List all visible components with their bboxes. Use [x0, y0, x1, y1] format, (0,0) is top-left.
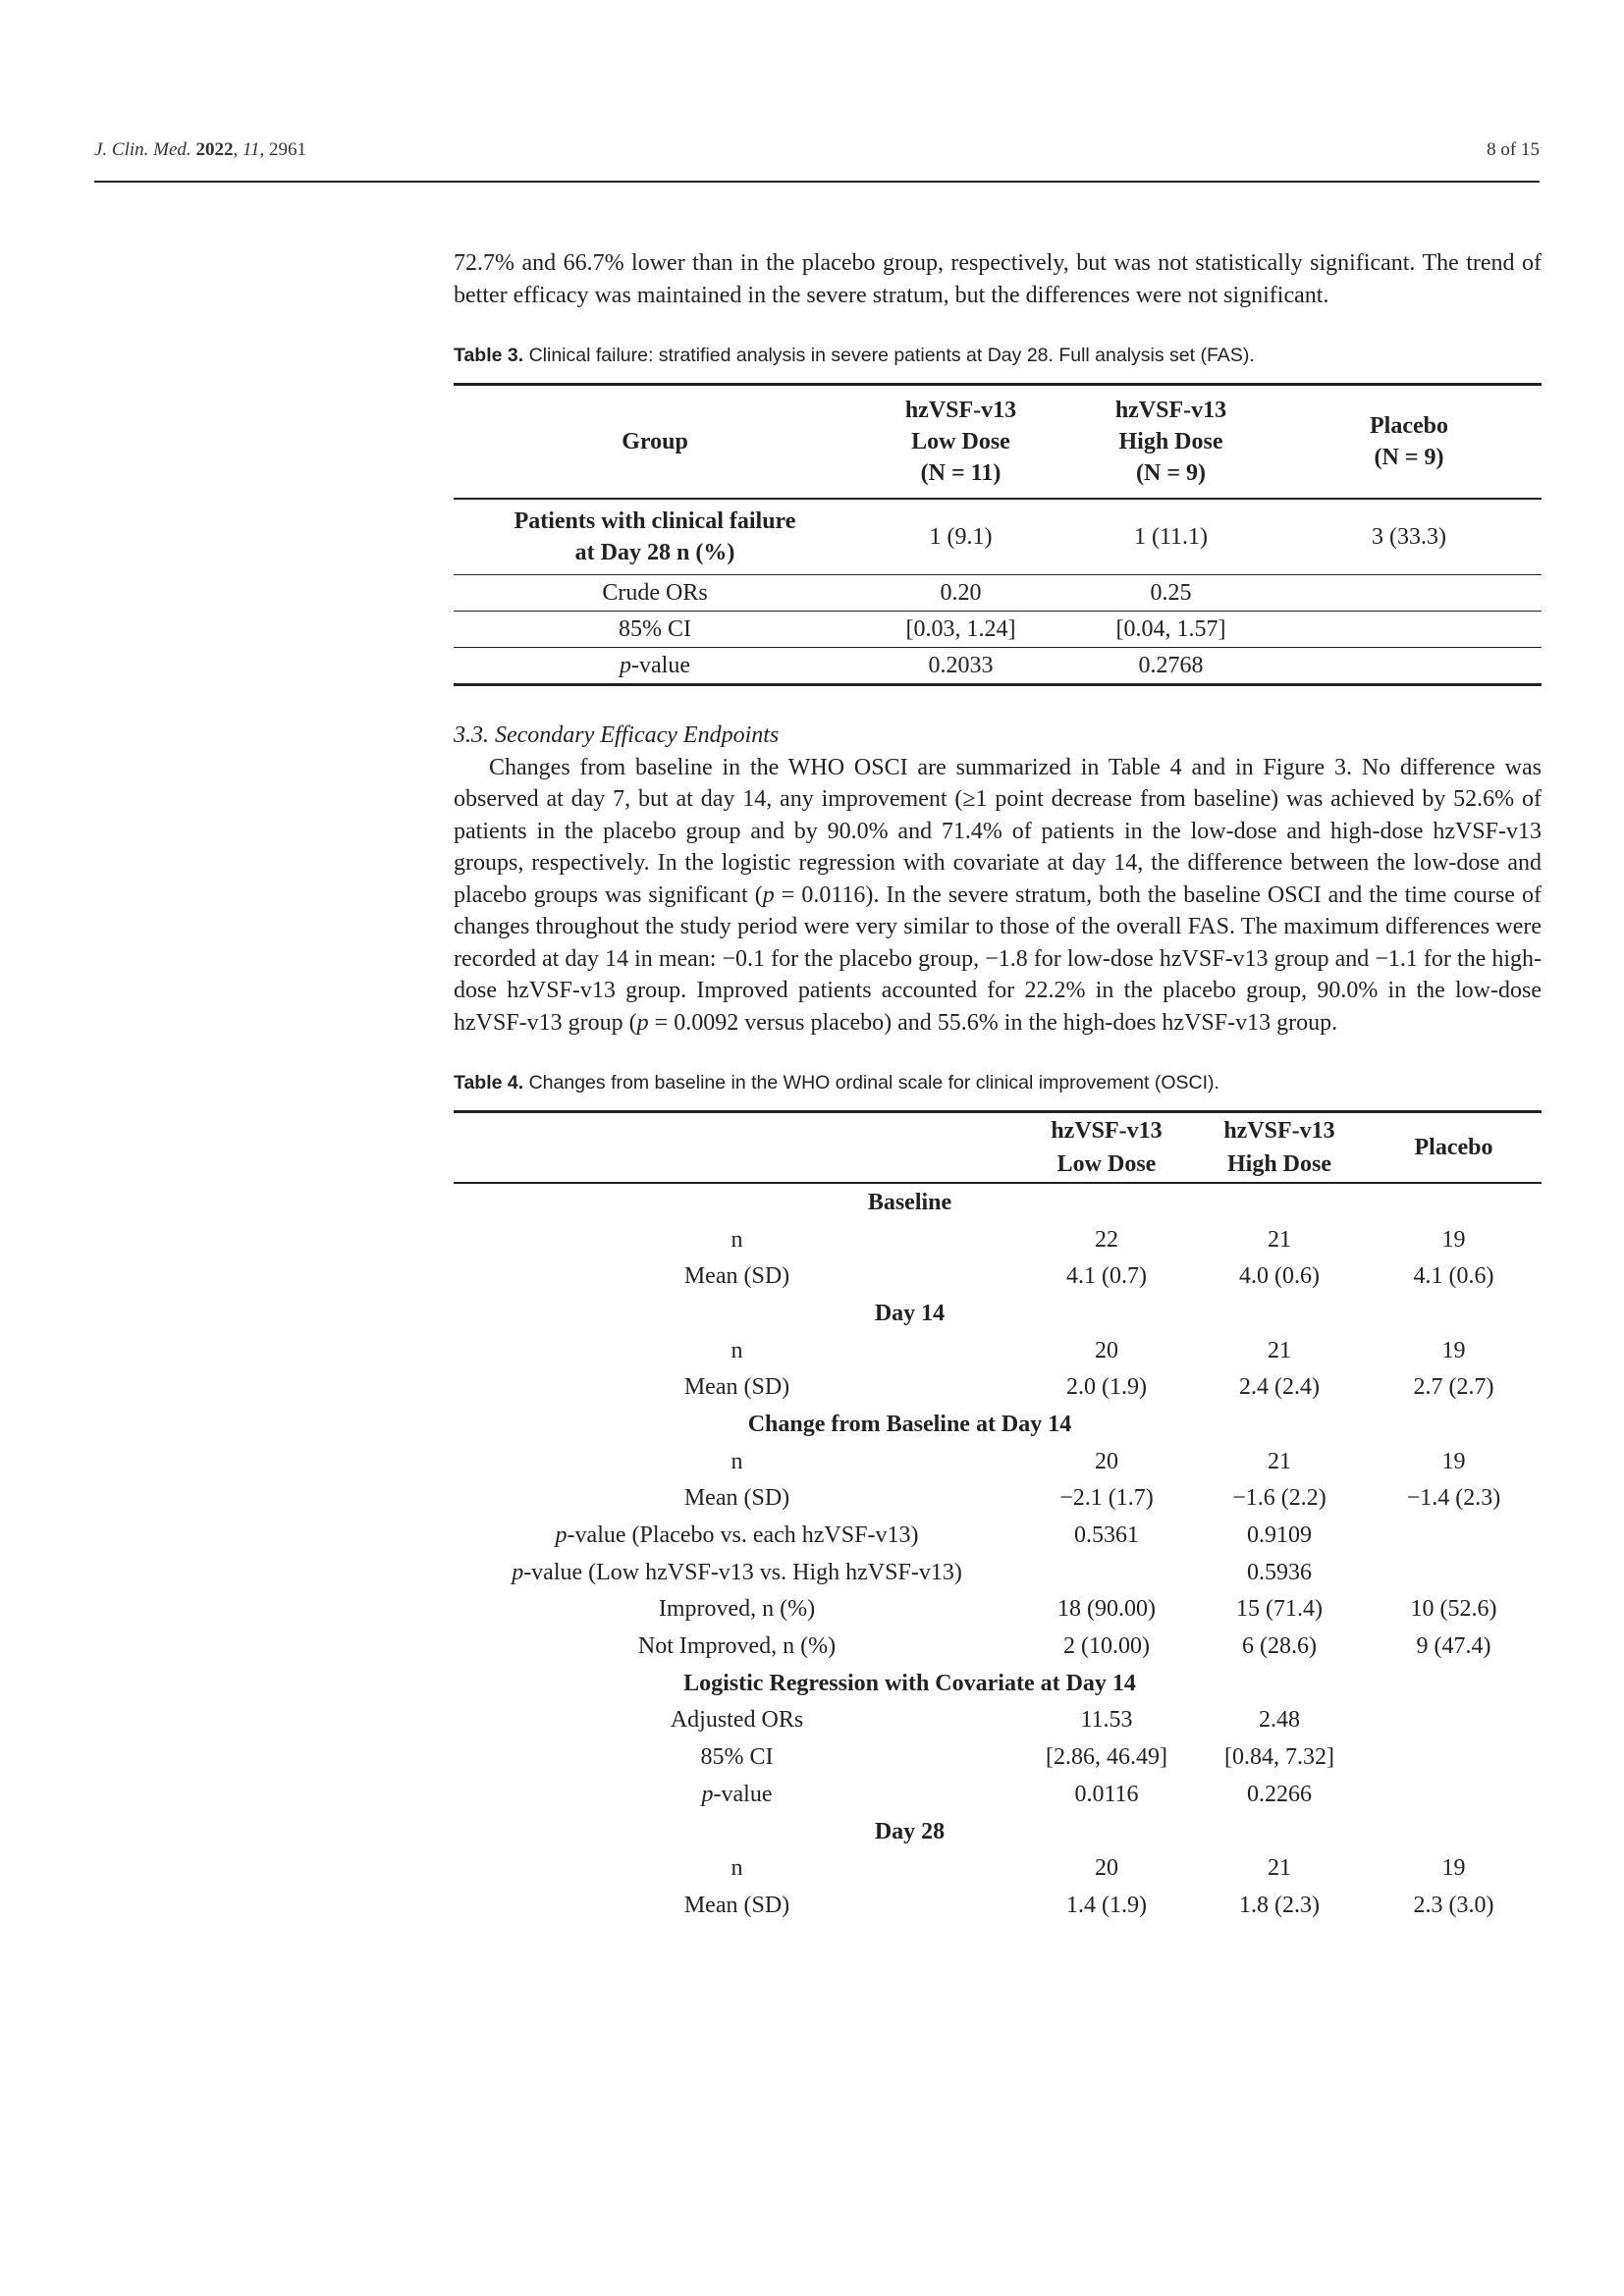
table-cell: 2.7 (2.7) — [1413, 1374, 1494, 1401]
table-group-row — [454, 1295, 1542, 1332]
row-label: p-value — [620, 653, 690, 678]
table-cell: −1.4 (2.3) — [1406, 1485, 1501, 1512]
table-cell: 2.0 (1.9) — [1066, 1374, 1147, 1401]
table-row — [454, 1776, 1542, 1813]
section-heading: 3.3. Secondary Efficacy Endpoints — [454, 722, 780, 748]
table-cell: 4.0 (0.6) — [1239, 1263, 1320, 1290]
table-group-row — [454, 1406, 1542, 1443]
row-label: Mean (SD) — [683, 1263, 790, 1290]
table-row — [454, 1368, 1542, 1406]
table-3-column-header: Placebo (N = 9) — [1276, 385, 1542, 500]
table-cell — [1276, 648, 1542, 685]
table-cell: 0.2266 — [1247, 1781, 1312, 1807]
table-cell: 1 (9.1) — [856, 499, 1065, 575]
row-label: Mean (SD) — [683, 1892, 790, 1918]
table-cell: 6 (28.6) — [1242, 1633, 1317, 1660]
row-label: p-value (Low hzVSF-v13 vs. High hzVSF-v13) — [512, 1559, 962, 1585]
main-content — [454, 247, 1542, 1924]
table-cell: 15 (71.4) — [1236, 1596, 1323, 1623]
table-3-column-header: Group — [454, 385, 856, 500]
table-cell: 19 — [1441, 1855, 1466, 1882]
table-group-row — [454, 1665, 1542, 1702]
table-cell: 22 — [1095, 1226, 1118, 1253]
row-label: Mean (SD) — [683, 1485, 790, 1512]
table-cell: 2 (10.00) — [1063, 1633, 1150, 1660]
table-row — [454, 1554, 1542, 1591]
table-row — [454, 1702, 1542, 1739]
table-cell: 1 (11.1) — [1065, 499, 1276, 575]
table-cell: 19 — [1441, 1337, 1466, 1363]
table-row — [454, 1738, 1542, 1776]
table-cell — [1366, 1738, 1542, 1776]
table-cell: 19 — [1441, 1226, 1466, 1253]
group-heading: Day 28 — [874, 1818, 946, 1844]
table-row — [454, 1443, 1542, 1480]
table-row — [454, 1849, 1542, 1887]
table-3-column-header: hzVSF-v13 High Dose (N = 9) — [1065, 385, 1276, 500]
table-cell: 0.2033 — [928, 653, 994, 678]
group-heading: Baseline — [867, 1189, 952, 1215]
table-4-column-header: Placebo — [1366, 1112, 1542, 1184]
table-cell: 21 — [1268, 1226, 1291, 1253]
table-3-column-header: hzVSF-v13 Low Dose (N = 11) — [856, 385, 1065, 500]
table-cell: −1.6 (2.2) — [1232, 1485, 1326, 1512]
table-cell: 0.20 — [856, 575, 1065, 612]
table-cell — [1366, 1554, 1542, 1591]
table-cell — [1020, 1554, 1193, 1591]
row-label: Mean (SD) — [683, 1374, 790, 1401]
group-heading: Logistic Regression with Covariate at Day 14 — [683, 1670, 1136, 1696]
page-number: 8 of 15 — [1487, 139, 1540, 160]
table-row — [454, 1480, 1542, 1518]
table-4-caption: Table 4. Changes from baseline in the WHO ordinal scale for clinical improvement (OSCI). — [454, 1072, 1219, 1094]
table-row — [454, 612, 1542, 648]
table-cell: 0.2768 — [1138, 653, 1204, 678]
table-row — [454, 1887, 1542, 1924]
table-cell: 21 — [1268, 1448, 1291, 1474]
table-cell — [1366, 1776, 1542, 1813]
table-row — [454, 1221, 1542, 1258]
table-cell: 1.8 (2.3) — [1239, 1892, 1320, 1918]
table-cell: [0.84, 7.32] — [1224, 1744, 1334, 1771]
table-4-column-header: hzVSF-v13 High Dose — [1193, 1112, 1366, 1184]
table-cell: 2.4 (2.4) — [1239, 1374, 1320, 1401]
group-heading: Day 14 — [874, 1300, 946, 1326]
table-cell: [0.03, 1.24] — [856, 612, 1065, 648]
table-group-row — [454, 1183, 1542, 1221]
table-3-caption: Table 3. Clinical failure: stratified analysis in severe patients at Day 28. Full analysis set (FAS). — [454, 345, 1255, 366]
table-3 — [454, 383, 1542, 686]
table-cell: 0.5361 — [1074, 1522, 1139, 1549]
journal-citation: J. Clin. Med. 2022, 11, 2961 — [94, 139, 307, 160]
row-label: Not Improved, n (%) — [637, 1633, 837, 1660]
table-cell — [1366, 1702, 1542, 1739]
table-cell: −2.1 (1.7) — [1059, 1485, 1154, 1512]
table-cell: 3 (33.3) — [1276, 499, 1542, 575]
row-label: Patients with clinical failure at Day 28 n (%) — [454, 499, 856, 575]
table-cell: [0.04, 1.57] — [1065, 612, 1276, 648]
table-cell: 0.0116 — [1074, 1781, 1139, 1807]
table-row — [454, 499, 1542, 575]
table-cell: 4.1 (0.6) — [1413, 1263, 1494, 1290]
table-4 — [454, 1110, 1542, 1924]
table-cell: 11.53 — [1080, 1707, 1133, 1734]
row-label: n — [731, 1855, 743, 1882]
running-header — [94, 139, 1540, 161]
table-row — [454, 648, 1542, 685]
row-label: Improved, n (%) — [658, 1596, 816, 1623]
table-cell: 4.1 (0.7) — [1066, 1263, 1147, 1290]
table-cell: 20 — [1095, 1337, 1118, 1363]
row-label: n — [731, 1448, 743, 1474]
header-rule — [94, 181, 1540, 183]
group-heading: Change from Baseline at Day 14 — [747, 1411, 1072, 1437]
table-cell — [1366, 1517, 1542, 1554]
table-row — [454, 1332, 1542, 1369]
table-cell — [1276, 612, 1542, 648]
table-row — [454, 1257, 1542, 1295]
table-row — [454, 575, 1542, 612]
row-label: p-value — [701, 1781, 773, 1807]
table-4-header-row — [454, 1112, 1542, 1184]
table-cell — [1276, 575, 1542, 612]
table-cell: 0.25 — [1065, 575, 1276, 612]
row-label: Adjusted ORs — [670, 1707, 804, 1734]
table-cell: 20 — [1095, 1855, 1118, 1882]
table-row — [454, 1591, 1542, 1629]
row-label: Crude ORs — [454, 575, 856, 612]
table-cell: 1.4 (1.9) — [1066, 1892, 1147, 1918]
table-cell: 18 (90.00) — [1057, 1596, 1156, 1623]
table-cell: 0.9109 — [1247, 1522, 1312, 1549]
table-cell: 20 — [1095, 1448, 1118, 1474]
paragraph-secondary-efficacy: Changes from baseline in the WHO OSCI are summarized in Table 4 and in Figure 3. No difference was observed at day 7, but at day 14, any improvement (≥1 point decrease from baseline) was achieved by 52.6% of patients in the placebo group and by 90.0% and 71.4% of patients in the low-dose and high-dose hzVSF-v13 groups, respectively. In the logistic regression with covariate at day 14, the difference between the low-dose and placebo groups was significant (p = 0.0116). In the severe stratum, both the baseline OSCI and the time course of changes throughout the study period were very similar to those of the overall FAS. The maximum differences were recorded at day 14 in mean: −0.1 for the placebo group, −1.8 for low-dose hzVSF-v13 group and −1.1 for the high-dose hzVSF-v13 group. Improved patients accounted for 22.2% in the placebo group, 90.0% in the low-dose hzVSF-v13 group (p = 0.0092 versus placebo) and 55.6% in the high-does hzVSF-v13 group. — [454, 754, 1542, 1036]
table-4-column-header — [454, 1112, 1020, 1184]
table-cell: 21 — [1268, 1337, 1291, 1363]
table-cell: 19 — [1441, 1448, 1466, 1474]
table-cell: 21 — [1268, 1855, 1291, 1882]
row-label: 85% CI — [700, 1744, 774, 1771]
row-label: 85% CI — [454, 612, 856, 648]
table-cell: 0.5936 — [1247, 1559, 1312, 1585]
table-group-row — [454, 1813, 1542, 1850]
table-3-header-row — [454, 385, 1542, 500]
table-cell: 2.3 (3.0) — [1413, 1892, 1494, 1918]
row-label: n — [731, 1337, 743, 1363]
paragraph-continuation: 72.7% and 66.7% lower than in the placebo group, respectively, but was not statistically significant. The trend of better efficacy was maintained in the severe stratum, but the differences were not significant. — [454, 250, 1542, 308]
row-label: p-value (Placebo vs. each hzVSF-v13) — [555, 1522, 919, 1549]
table-row — [454, 1517, 1542, 1554]
table-4-column-header: hzVSF-v13 Low Dose — [1020, 1112, 1193, 1184]
table-cell: [2.86, 46.49] — [1046, 1744, 1167, 1771]
table-cell: 10 (52.6) — [1410, 1596, 1497, 1623]
table-cell: 2.48 — [1259, 1707, 1300, 1734]
row-label: n — [731, 1226, 743, 1253]
table-cell: 9 (47.4) — [1416, 1633, 1491, 1660]
table-row — [454, 1628, 1542, 1665]
